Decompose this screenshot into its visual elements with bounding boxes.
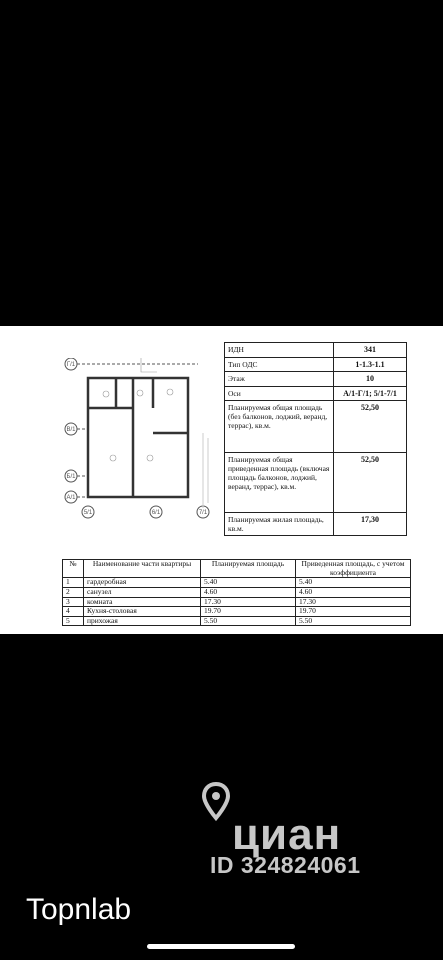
info-label: Тип ОДС xyxy=(225,357,334,372)
info-label: Этаж xyxy=(225,372,334,387)
rooms-header-cell: № xyxy=(63,560,84,578)
info-value: 17,30 xyxy=(334,513,407,536)
axis-label: Г/1 xyxy=(66,362,76,368)
floor-plan-drawing xyxy=(58,358,218,548)
table-row xyxy=(63,616,411,626)
info-row xyxy=(225,453,407,513)
info-value: 52,50 xyxy=(334,401,407,453)
map-pin-icon xyxy=(202,782,230,822)
topnlab-logo-text: Topnlab xyxy=(26,893,132,926)
axis-label: 5/1 xyxy=(83,510,93,516)
info-label: Планируемая жилая площадь, кв.м. xyxy=(225,513,334,536)
room-area: 5.40 xyxy=(201,578,296,588)
info-value: 341 xyxy=(334,343,407,358)
room-name: Кухня-столовая xyxy=(84,607,201,617)
table-row xyxy=(63,607,411,617)
cian-watermark xyxy=(200,782,410,882)
topnlab-logo xyxy=(26,893,131,933)
room-area: 19.70 xyxy=(201,607,296,617)
room-area: 4.60 xyxy=(201,587,296,597)
room-reduced-area: 5.40 xyxy=(296,578,411,588)
info-value: 52,50 xyxy=(334,453,407,513)
info-row xyxy=(225,401,407,453)
info-row xyxy=(225,513,407,536)
room-number: 1 xyxy=(63,578,84,588)
axis-label: 7/1 xyxy=(198,510,208,516)
room-reduced-area: 5.50 xyxy=(296,616,411,626)
info-row xyxy=(225,343,407,358)
room-reduced-area: 4.60 xyxy=(296,587,411,597)
rooms-header-cell: Наименование части квартиры xyxy=(84,560,201,578)
axis-label: 6/1 xyxy=(151,510,161,516)
rooms-header-cell: Приведенная площадь, с учетом коэффициента xyxy=(296,560,411,578)
room-number: 2 xyxy=(63,587,84,597)
axis-label: Б/1 xyxy=(66,474,76,480)
room-name: прихожая xyxy=(84,616,201,626)
room-number: 5 xyxy=(63,616,84,626)
room-number: 3 xyxy=(63,597,84,607)
cian-brand-text: циан xyxy=(232,810,342,859)
home-indicator[interactable] xyxy=(147,944,295,949)
rooms-header-row xyxy=(63,560,411,578)
axis-label: В/1 xyxy=(66,427,76,433)
info-value: А/1-Г/1; 5/1-7/1 xyxy=(334,386,407,401)
info-label: Планируемая общая площадь (без балконов, лоджий, веранд, террас), кв.м. xyxy=(225,401,334,453)
room-reduced-area: 19.70 xyxy=(296,607,411,617)
info-row xyxy=(225,372,407,387)
room-name: санузел xyxy=(84,587,201,597)
info-row xyxy=(225,357,407,372)
rooms-table xyxy=(62,559,411,626)
info-label: Планируемая общая приведенная площадь (включая площадь балконов, лоджий, веранд, террас), кв.м. xyxy=(225,453,334,513)
room-name: гардеробная xyxy=(84,578,201,588)
axis-label: А/1 xyxy=(66,495,76,501)
info-label: Оси xyxy=(225,386,334,401)
info-row xyxy=(225,386,407,401)
table-row xyxy=(63,578,411,588)
info-value: 1-1.3-1.1 xyxy=(334,357,407,372)
room-area: 17.30 xyxy=(201,597,296,607)
room-area: 5.50 xyxy=(201,616,296,626)
rooms-header-cell: Планируемая площадь xyxy=(201,560,296,578)
floor-plan-document xyxy=(0,326,443,634)
info-value: 10 xyxy=(334,372,407,387)
room-name: комната xyxy=(84,597,201,607)
apartment-info-table xyxy=(224,342,407,536)
table-row xyxy=(63,587,411,597)
room-number: 4 xyxy=(63,607,84,617)
listing-id: ID 324824061 xyxy=(210,852,361,878)
room-reduced-area: 17.30 xyxy=(296,597,411,607)
info-label: ИДН xyxy=(225,343,334,358)
